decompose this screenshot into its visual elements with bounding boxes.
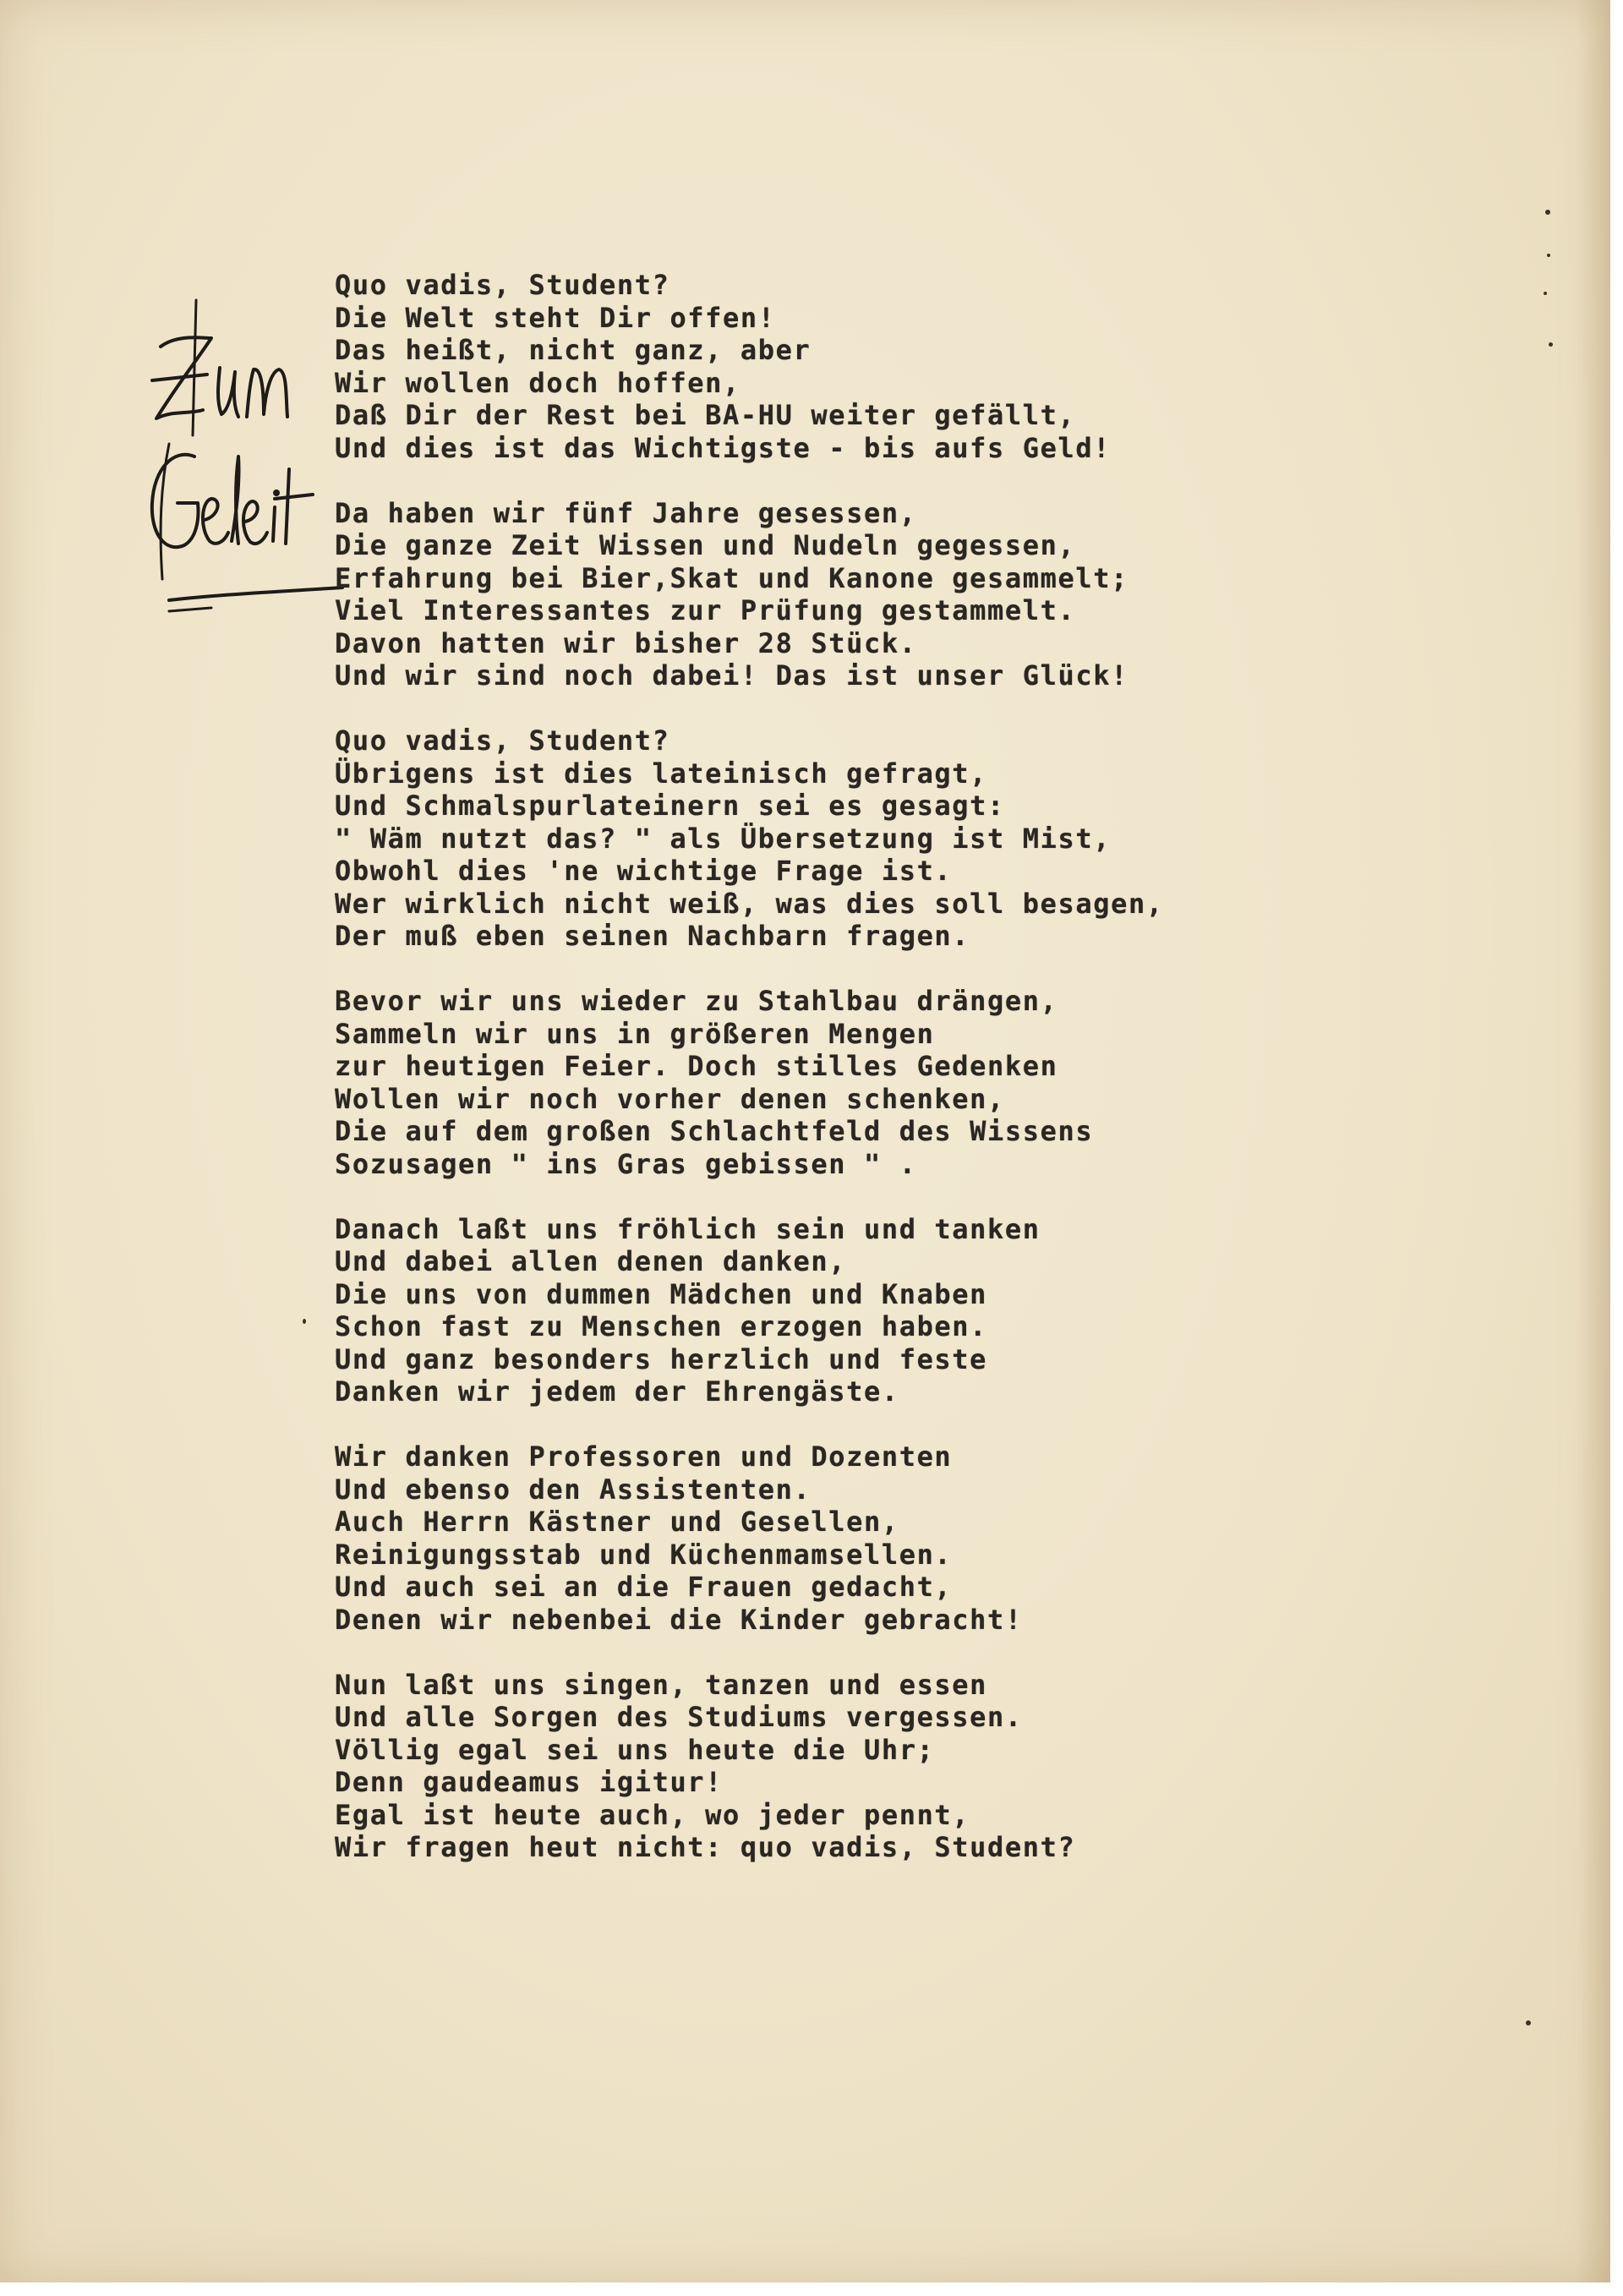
poem-line: Wollen wir noch vorher denen schenken, [335,1082,1005,1115]
poem-line: Wir danken Professoren und Dozenten [335,1440,953,1473]
poem-line: Viel Interessantes zur Prüfung gestammelt. [335,594,1076,626]
poem-line: Reinigungsstab und Küchenmamsellen. [335,1538,953,1571]
poem-line: Da haben wir fünf Jahre gesessen, [335,496,917,529]
poem-line: Und dabei allen denen danken, [335,1245,847,1277]
poem-line: zur heutigen Feier. Doch stilles Gedenken [335,1050,1058,1082]
poem-line: Die Welt steht Dir offen! [335,301,776,334]
ink-speck [1545,210,1550,215]
poem-line: Sammeln wir uns in größeren Mengen [335,1017,935,1050]
poem-line: Die auf dem großen Schlachtfeld des Wissens [335,1115,1094,1147]
ink-speck [1549,342,1553,347]
poem-line: Danken wir jedem der Ehrengäste. [335,1375,899,1408]
poem-line: Egal ist heute auch, wo jeder pennt, [335,1798,970,1831]
stanza [335,497,1349,692]
poem-line: Quo vadis, Student? [335,269,670,301]
poem-line: Und Schmalspurlateinern sei es gesagt: [335,790,1005,822]
poem-line: Obwohl dies 'ne wichtige Frage ist. [335,855,953,887]
paper-edge-shadow [1577,0,1610,2282]
poem-line: Und dies ist das Wichtigste - bis aufs Geld! [335,431,1112,464]
poem-line: Denen wir nebenbei die Kinder gebracht! [335,1603,1023,1636]
handwritten-heading [144,300,347,621]
poem-line: " Wäm nutzt das? " als Übersetzung ist Mist, [335,822,1112,855]
poem-body [335,269,1349,1896]
poem-line: Daß Dir der Rest bei BA-HU weiter gefällt, [335,399,1076,431]
ink-speck [1526,2020,1531,2025]
ink-speck [1547,254,1550,257]
poem-line: Wer wirklich nicht weiß, was dies soll besagen, [335,887,1164,920]
poem-line: Wir wollen doch hoffen, [335,366,740,399]
poem-line: Quo vadis, Student? [335,724,670,757]
poem-line: Völlig egal sei uns heute die Uhr; [335,1733,935,1766]
poem-line: Bevor wir uns wieder zu Stahlbau drängen, [335,985,1058,1017]
poem-line: Erfahrung bei Bier,Skat und Kanone gesammelt; [335,561,1128,594]
ink-speck [1544,292,1547,295]
poem-line: Das heißt, nicht ganz, aber [335,334,812,366]
poem-line: Auch Herrn Kästner und Gesellen, [335,1506,899,1538]
poem-line: Nun laßt uns singen, tanzen und essen [335,1668,988,1701]
poem-line: Übrigens ist dies lateinisch gefragt, [335,757,988,790]
poem-line: Und ebenso den Assistenten. [335,1473,812,1506]
poem-line: Schon fast zu Menschen erzogen haben. [335,1310,988,1342]
poem-line: Der muß eben seinen Nachbarn fragen. [335,920,970,952]
poem-line: Und ganz besonders herzlich und feste [335,1342,988,1375]
stanza [335,1669,1349,1864]
handwritten-heading-drawing [144,300,347,621]
poem-line: Und wir sind noch dabei! Das ist unser Glück! [335,659,1128,692]
stanza [335,985,1349,1180]
poem-line: Davon hatten wir bisher 28 Stück. [335,626,917,659]
stanza [335,1440,1349,1636]
poem-line: Sozusagen " ins Gras gebissen " . [335,1147,917,1180]
poem-line: Und auch sei an die Frauen gedacht, [335,1571,953,1603]
poem-line: Wir fragen heut nicht: quo vadis, Student? [335,1831,1076,1863]
poem-line: Die ganze Zeit Wissen und Nudeln gegessen, [335,529,1076,561]
stanza [335,269,1349,464]
stanza [335,724,1349,953]
poem-line: Die uns von dummen Mädchen und Knaben [335,1277,988,1310]
stanza [335,1213,1349,1408]
poem-line: Denn gaudeamus igitur! [335,1766,724,1798]
poem-line: Danach laßt uns fröhlich sein und tanken [335,1212,1041,1245]
poem-line: Und alle Sorgen des Studiums vergessen. [335,1701,1023,1733]
ink-speck [303,1319,306,1324]
